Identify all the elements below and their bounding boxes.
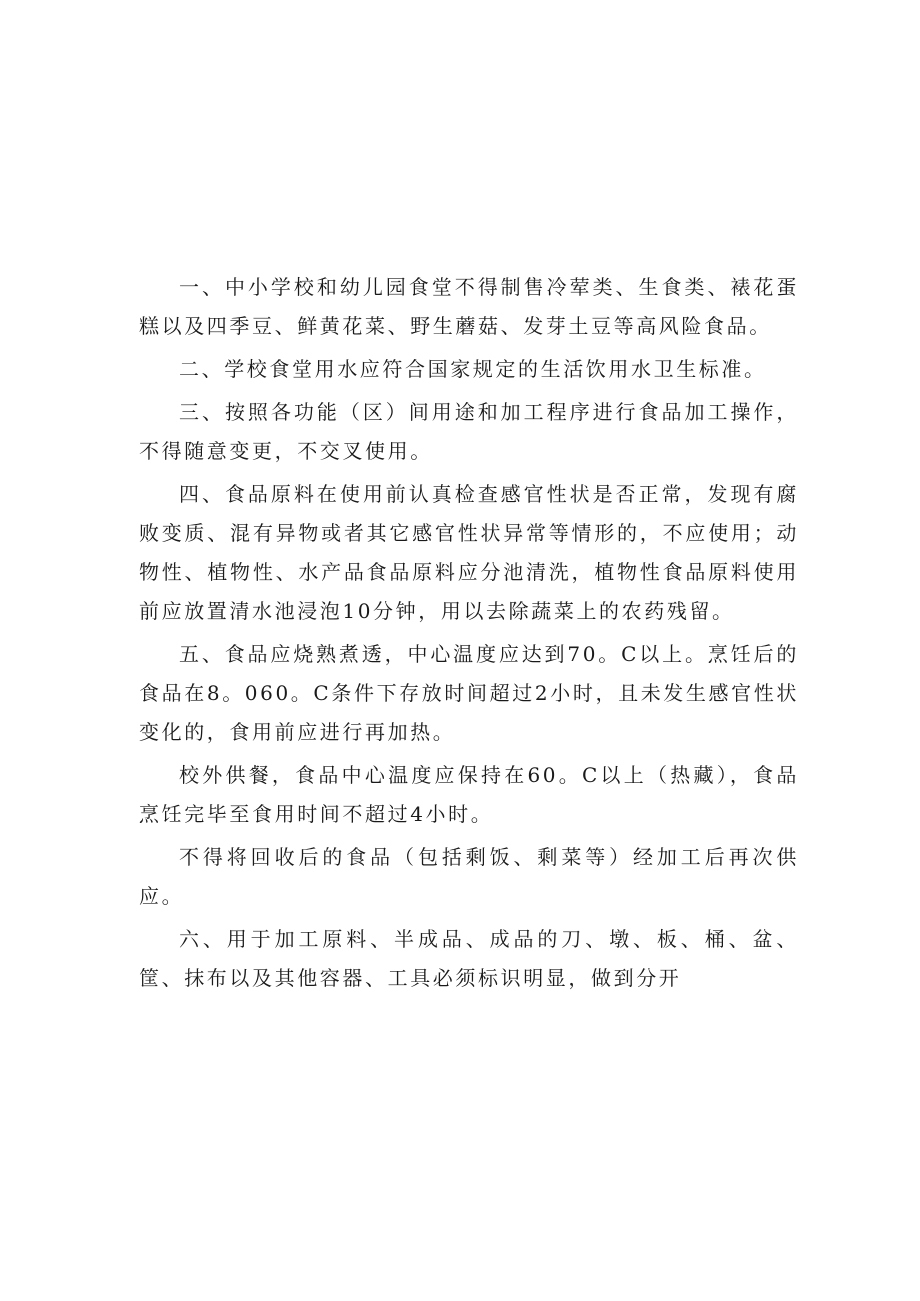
paragraph-rule-6: 六、用于加工原料、半成品、成品的刀、墩、板、桶、盆、筐、抹布以及其他容器、工具必须标识明显，做到分开	[139, 927, 799, 990]
paragraph-rule-2: 二、学校食堂用水应符合国家规定的生活饮用水卫生标准。	[179, 357, 767, 381]
document-body	[139, 268, 799, 1002]
paragraph-off-campus-catering: 校外供餐，食品中心温度应保持在60。C以上（热藏），食品烹饪完毕至食用时间不超过4小时。	[139, 763, 799, 826]
paragraph-no-recycled-food: 不得将回收后的食品（包括剩饭、剩菜等）经加工后再次供应。	[139, 845, 799, 908]
paragraph-rule-1: 一、中小学校和幼儿园食堂不得制售冷荤类、生食类、裱花蛋糕以及四季豆、鲜黄花菜、野生蘑菇、发芽土豆等高风险食品。	[139, 275, 799, 338]
paragraph-rule-4: 四、食品原料在使用前认真检查感官性状是否正常，发现有腐败变质、混有异物或者其它感官性状异常等情形的，不应使用；动物性、植物性、水产品食品原料应分池清洗，植物性食品原料使用前应放置清水池浸泡10分钟，用以去除蔬菜上的农药残留。	[139, 482, 799, 623]
paragraph-rule-5: 五、食品应烧熟煮透，中心温度应达到70。C以上。烹饪后的食品在8。060。C条件下存放时间超过2小时，且未发生感官性状变化的，食用前应进行再加热。	[139, 642, 799, 744]
paragraph-rule-3: 三、按照各功能（区）间用途和加工程序进行食品加工操作，不得随意变更，不交叉使用。	[139, 400, 799, 463]
